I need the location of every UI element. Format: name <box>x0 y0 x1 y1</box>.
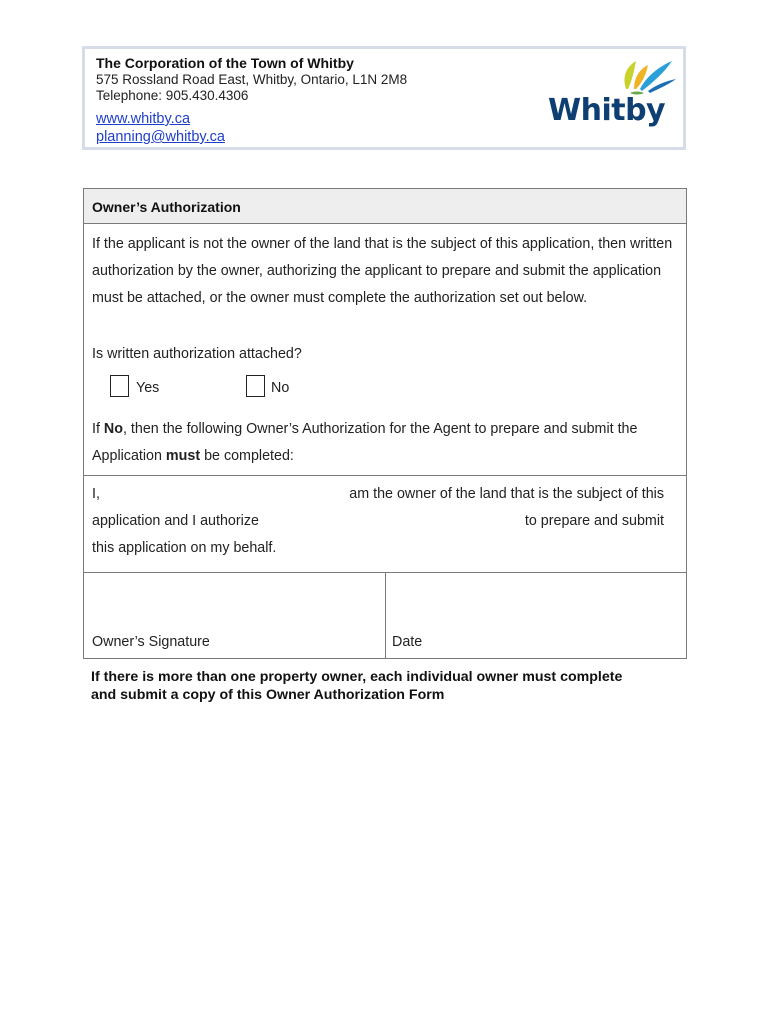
if-no-middle: , then the following Owner’s Authorization for the Agent to prepare and submit the Application <box>92 421 638 464</box>
signature-date-separator <box>385 572 386 658</box>
yes-label: Yes <box>136 380 160 396</box>
declaration-i: I, <box>92 486 100 502</box>
email-link[interactable]: planning@whitby.ca <box>96 129 225 145</box>
telephone: Telephone: 905.430.4306 <box>96 88 249 103</box>
no-checkbox[interactable] <box>246 375 265 397</box>
if-no-bold-must: must <box>165 447 201 464</box>
owner-authorization-form <box>83 188 687 659</box>
if-no-bold-no: No <box>103 421 123 437</box>
date-field[interactable] <box>388 575 682 627</box>
website-link[interactable]: www.whitby.ca <box>96 111 191 127</box>
whitby-logo <box>548 55 683 133</box>
form-title: Owner’s Authorization <box>92 199 241 215</box>
logo-wordmark: Whitby <box>548 93 666 128</box>
authorization-question: Is written authorization attached? <box>92 346 302 362</box>
note-line-1: If there is more than one property owner, each individual owner must complete <box>91 669 623 685</box>
declaration-owner-text: am the owner of the land that is the subject of this <box>349 486 664 502</box>
section-divider <box>84 475 686 476</box>
no-label: No <box>271 380 290 396</box>
if-no-prefix: If <box>92 421 104 437</box>
intro-paragraph: If the applicant is not the owner of the land that is the subject of this application, then written authorization by the owner, authorizing the applicant to prepare and submit the application must be attached, or the owner must complete the authorization set out below. <box>92 236 673 306</box>
letterhead <box>82 46 686 150</box>
declaration-prepare-text: to prepare and submit <box>524 513 664 529</box>
declaration-behalf-text: this application on my behalf. <box>92 540 277 556</box>
owner-signature-field[interactable] <box>86 575 382 627</box>
form-header <box>84 189 686 224</box>
if-no-suffix: be completed: <box>200 447 294 464</box>
agent-name-field[interactable] <box>270 510 514 532</box>
multiple-owner-note <box>91 668 622 704</box>
address: 575 Rossland Road East, Whitby, Ontario, L1N 2M8 <box>96 72 408 87</box>
date-label: Date <box>392 634 423 650</box>
declaration-application-text: application and I authorize <box>92 513 259 529</box>
organization-name: The Corporation of the Town of Whitby <box>96 55 354 71</box>
owner-name-field[interactable] <box>108 483 330 505</box>
owner-signature-label: Owner’s Signature <box>92 634 210 650</box>
yes-checkbox[interactable] <box>110 375 129 397</box>
note-line-2: and submit a copy of this Owner Authorization Form <box>91 687 445 703</box>
if-no-instruction <box>92 416 678 469</box>
